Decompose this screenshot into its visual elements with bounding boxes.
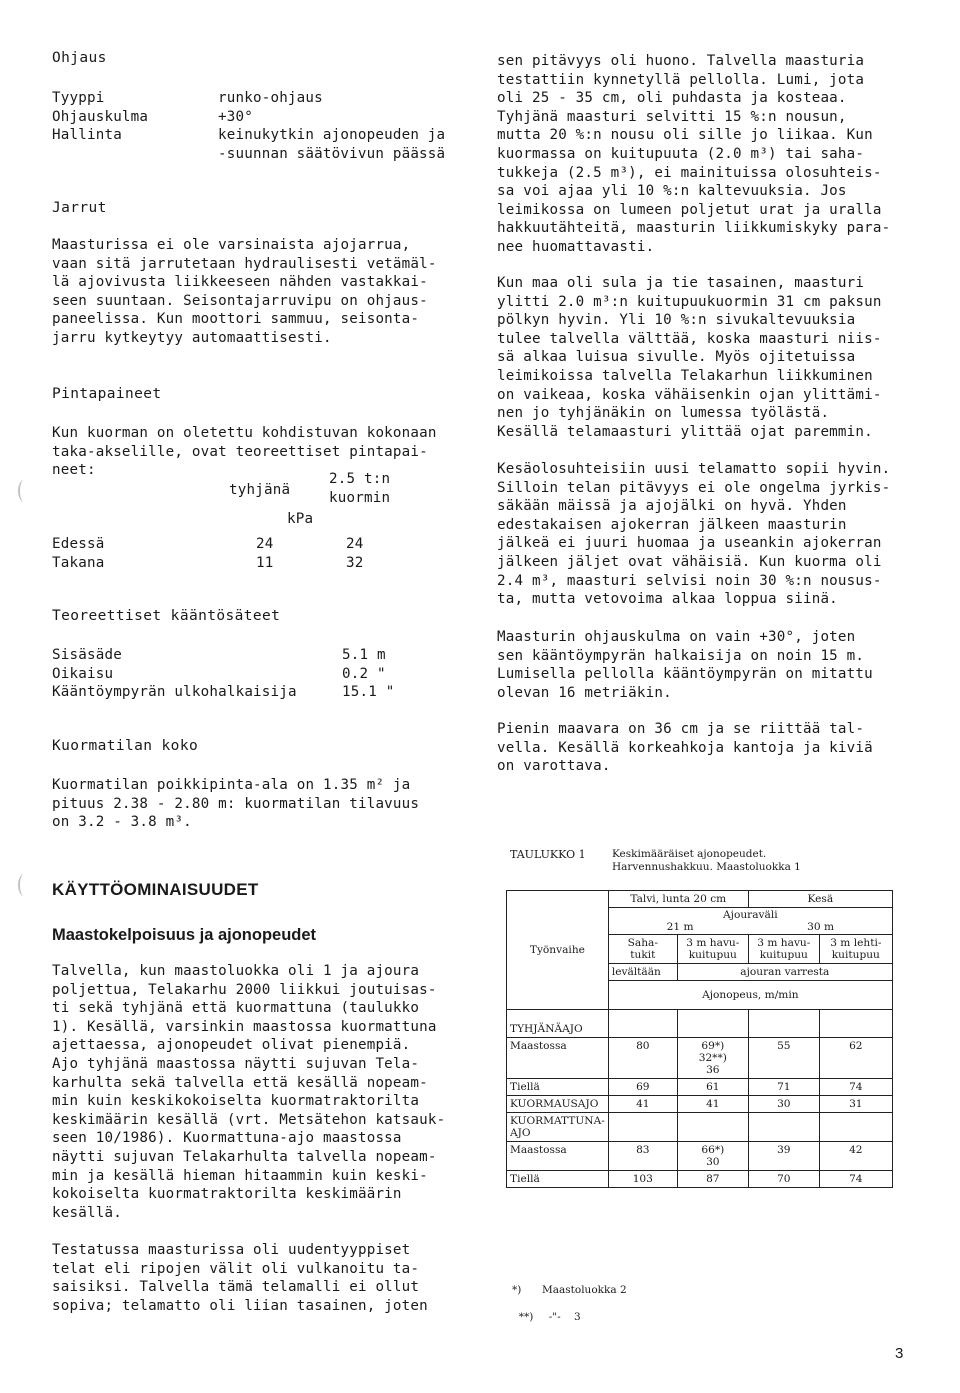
col-levitaan: levältään [608,964,677,981]
header-talvi: Talvi, lunta 20 cm [608,891,748,908]
cell: 74 [819,1079,892,1096]
row-label: Tiellä [507,1079,609,1096]
page-number: 3 [895,1345,904,1362]
spec-value: runko-ohjaus [218,90,323,106]
cell [819,1010,892,1038]
col-havukuitupuu-2: 3 m havu- kuitupuu [748,935,819,964]
cell: 41 [677,1096,748,1113]
binding-mark [18,480,30,502]
pressure-table [52,535,412,572]
table-caption-2: Harvennushakkuu. Maastoluokka 1 [612,861,801,873]
cell [677,1010,748,1038]
spec-label: Hallinta [52,127,122,144]
cell: 30 [748,1096,819,1113]
pressure-row [52,554,412,573]
pressure-value: 24 [256,536,274,552]
footnote-1 [512,1284,627,1296]
table-caption-1: Keskimääräiset ajonopeudet. [612,848,767,860]
right-paragraph-4: Maasturin ohjauskulma on vain +30°, joten sen kääntöympyrän halkaisija on noin 15 m. Lumisella pellolla kääntöympyrän on mitattu olevan 16 metriäkin. [497,629,873,701]
speed-table [506,890,893,1188]
cell: 69 [608,1079,677,1096]
cell: 55 [748,1038,819,1079]
cell: 31 [819,1096,892,1113]
spec-value: +30° [218,108,253,125]
section-title-kaantosateet: Teoreettiset kääntösäteet [52,608,281,624]
table-label: TAULUKKO 1 [510,848,586,861]
cell: 87 [677,1171,748,1188]
pintapaineet-paragraph: Kun kuorman on oletettu kohdistuvan kokonaan taka-akselille, ovat teoreettiset pintapai- neet: [52,425,437,479]
section-title-ohjaus: Ohjaus [52,50,107,66]
spec-label: Tyyppi [52,90,105,106]
cell: 69*) 32**) 36 [677,1038,748,1079]
section-title-kuormatila: Kuormatilan koko [52,738,199,754]
kaanto-label: Kääntöympyrän ulkohalkaisija [52,684,297,701]
footnote-text: Maastoluokka 2 [542,1284,627,1296]
right-paragraph-2: Kun maa oli sula ja tie tasainen, maasturi ylitti 2.0 m³:n kuitupuukuormin 31 cm paksun pölkyn hyvin. Yli 10 %:n sivukaltevuuksia tulee talvella välttää, koska maasturi niis- sä alkaa luisua sivulle. Myös ojitetuissa leimikoissa talvella Telakarhun liikkuminen on vaikeaa, koska vähäisenkin ojan ylittämi- nen jo tyhjänäkin on lumessa työlästä. Kesällä telamaasturi ylittää ojat paremmin. [497,275,882,440]
row-label: Maastossa [507,1038,609,1079]
kayttoominaisuudet-paragraph-2: Testatussa maasturissa oli uudentyyppiset telat eli ripojen välit oli vulkanoitu ta- saisiksi. Talvella tämä telamalli ei ollut sopiva; telamatto oli liian tasainen, joten [52,1242,428,1314]
footnote-mark: *) [512,1284,522,1296]
row-label: Maastossa [507,1142,609,1171]
cell [748,1010,819,1038]
row-label: KUORMATTUNA- AJO [507,1113,609,1142]
ohjaus-specs [52,89,472,163]
pressure-unit: kPa [287,511,314,527]
pressure-row-label: Edessä [52,536,105,552]
cell [819,1113,892,1142]
kaanto-value: 15.1 " [342,684,395,701]
jarrut-paragraph: Maasturissa ei ole varsinaista ajojarrua, vaan sitä jarrutetaan hydraulisesti vetämäl- lä ajovivusta liikkeeseen nähden vastakkai- seen suuntaan. Seisontajarruvipu on ohjaus- paneelissa. Kun moottori sammuu, seisonta- jarru kytkeytyy automaattisesti. [52,237,437,346]
cell: 62 [819,1038,892,1079]
header-ajouravali-group [608,908,892,935]
kaanto-table [52,646,412,702]
header-ajouravali: Ajouraväli [723,909,778,921]
header-dist-30: 30 m [807,921,835,933]
kaanto-value: 0.2 " [342,665,386,682]
main-heading: KÄYTTÖOMINAISUUDET [52,880,259,899]
cell: 42 [819,1142,892,1171]
pressure-row [52,535,412,554]
cell [748,1113,819,1142]
cell [677,1113,748,1142]
spec-label: Ohjauskulma [52,108,149,125]
cell [608,1113,677,1142]
kayttoominaisuudet-paragraph-1: Talvella, kun maastoluokka oli 1 ja ajoura poljettua, Telakarhu 2000 liikkui joutuisas- ti sekä tyhjänä että kuormattuna (taulukko 1). Kesällä, varsinkin maastossa kuormattuna ajettaessa, ajonopeudet olivat pienempiä. Ajo tyhjänä maastossa näytti sujuvan Tela- karhulta sekä talvella että kesällä nopeam- min kuin keskikokoiselta kuormatraktorilta keskimäärin kesällä (vrt. Metsätehon katsauk- seen 10/1986). Kuormattuna-ajo maastossa näytti sujuvan Telakarhulta talvella nopeam- min ja kesällä hieman hitaammin kuin keski- kokoiselta kuormatraktorilta keskimäärin kesällä. [52,963,446,1221]
row-label: KUORMAUSAJO [507,1096,609,1113]
pressure-value: 32 [346,554,364,571]
col-lehtikuitupuu: 3 m lehti- kuitupuu [819,935,892,964]
header-kesa: Kesä [748,891,892,908]
right-paragraph-5: Pienin maavara on 36 cm ja se riittää tal- vella. Kesällä korkeahkoja kantoja ja kiviä on varottava. [497,721,873,775]
pressure-col-empty: tyhjänä [229,482,291,498]
cell: 39 [748,1142,819,1171]
pressure-value: 11 [256,554,274,571]
pressure-col-loaded-2: kuormin [329,490,391,506]
header-tyonvaihe: Työnvaihe [507,891,609,1010]
kuormatila-paragraph: Kuormatilan poikkipinta-ala on 1.35 m² ja pituus 2.38 - 2.80 m: kuormatilan tilavuus on 3.2 - 3.8 m³. [52,777,420,831]
footnote-mark: **) [518,1311,534,1323]
cell: 83 [608,1142,677,1171]
cell: 74 [819,1171,892,1188]
cell: 71 [748,1079,819,1096]
cell: 70 [748,1171,819,1188]
col-havukuitupuu-1: 3 m havu- kuitupuu [677,935,748,964]
binding-mark [18,874,30,896]
pressure-row-label: Takana [52,554,105,571]
cell: 61 [677,1079,748,1096]
pressure-value: 24 [346,536,364,552]
header-ajonopeus: Ajonopeus, m/min [608,981,892,1010]
kaanto-label: Sisäsäde [52,647,122,663]
col-sahatukit: Saha- tukit [608,935,677,964]
spec-value: keinukytkin ajonopeuden ja -suunnan säätövivun päässä [218,127,446,162]
section-title-pintapaineet: Pintapaineet [52,386,162,402]
cell: 103 [608,1171,677,1188]
cell: 66*) 30 [677,1142,748,1171]
row-label: Tiellä [507,1171,609,1188]
pressure-col-loaded-1: 2.5 t:n [329,471,391,487]
right-paragraph-3: Kesäolosuhteisiin uusi telamatto sopii hyvin. Silloin telan pitävyys ei ole ongelma jyrkis- säkään mäissä ja ajojälki on hyvä. Yhden edestakaisen ajokerran jälkeen maasturin jälkeä ei juuri huomaa ja useankin ajokerran jälkeen jäljet ovat vähäisiä. Kun kuorma oli 2.4 m³, maasturi selvisi noin 30 %:n nousus- ta, mutta vetovoima alkaa loppua siinä. [497,461,891,608]
row-label: TYHJÄNÄAJO [507,1010,609,1038]
cell: 41 [608,1096,677,1113]
cell: 80 [608,1038,677,1079]
col-ajouran-varresta: ajouran varresta [677,964,892,981]
header-dist-21: 21 m [666,921,694,933]
kaanto-value: 5.1 m [342,647,386,663]
cell [608,1010,677,1038]
footnote-text: -"- 3 [548,1311,581,1323]
kaanto-label: Oikaisu [52,665,114,682]
section-title-jarrut: Jarrut [52,200,107,216]
sub-heading: Maastokelpoisuus ja ajonopeudet [52,926,317,944]
right-paragraph-1: sen pitävyys oli huono. Talvella maasturia testattiin kynnetyllä pellolla. Lumi, jota oli 25 - 35 cm, oli puhdasta ja kosteaa. Tyhjänä maasturi selvitti 15 %:n nousun, mutta 20 %:n nousu oli sille jo liikaa. Kun kuormassa on kuitupuuta (2.0 m³) tai saha- tukkeja (2.5 m³), ei mainituissa olosuhteis- sa voi ajaa yli 10 %:n kaltevuuksia. Jos leimikossa on lumeen poljetut urat ja uralla hakkuutähteitä, maasturin liikkumiskyky para- nee huomattavasti. [497,53,891,255]
footnote-2 [512,1299,581,1323]
